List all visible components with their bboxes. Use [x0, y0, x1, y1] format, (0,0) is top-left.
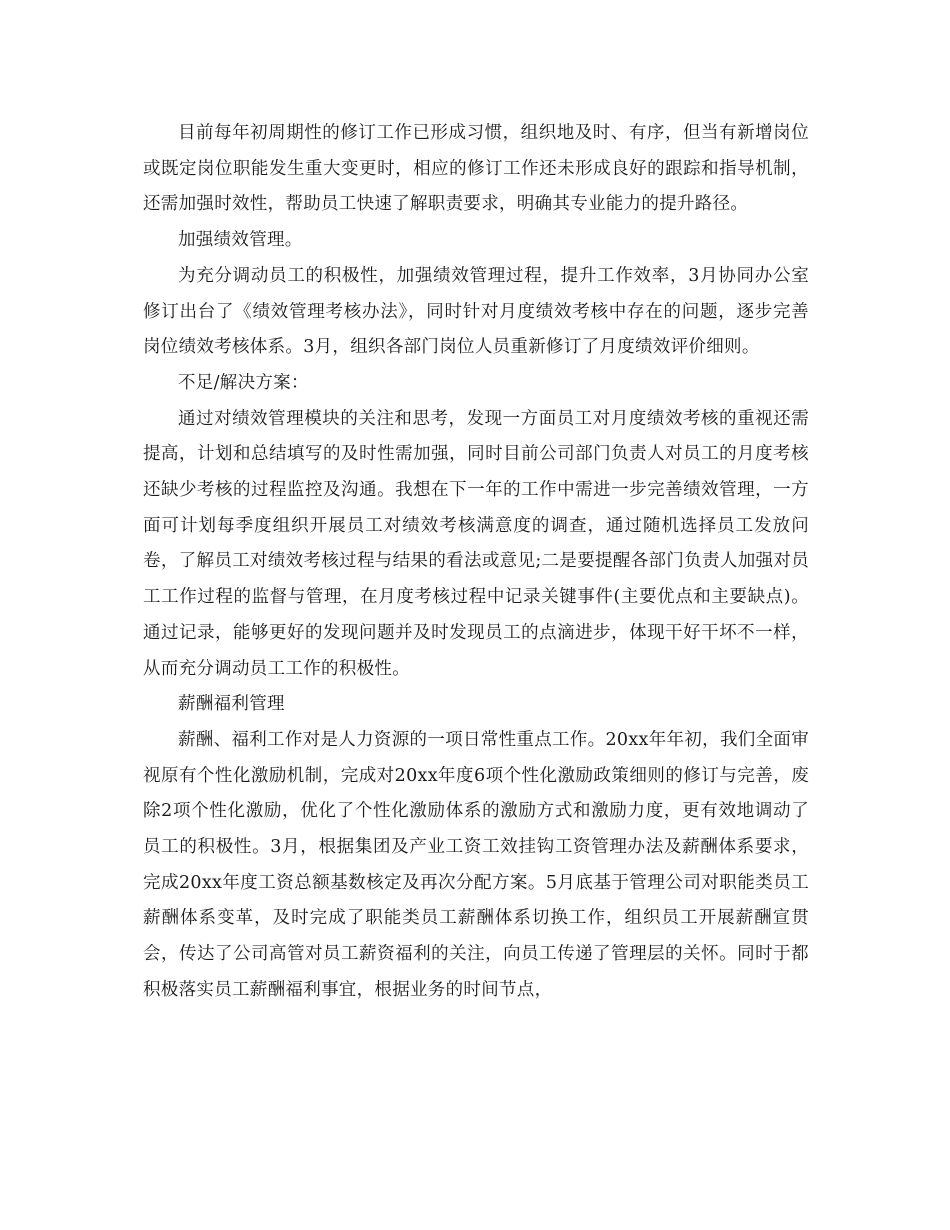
document-page — [143, 116, 809, 1009]
paragraph-job-description-revision: 目前每年初周期性的修订工作已形成习惯，组织地及时、有序，但当有新增岗位或既定岗位职能发生重大变更时，相应的修订工作还未形成良好的跟踪和指导机制，还需加强时效性，帮助员工快速了解职责要求，明确其专业能力的提升路径。 — [143, 123, 809, 215]
heading-performance-management: 加强绩效管理。 — [178, 230, 303, 251]
paragraph-compensation-work: 薪酬、福利工作对是人力资源的一项日常性重点工作。20xx年年初，我们全面审视原有个性化激励机制，完成对20xx年度6项个性化激励政策细则的修订与完善，废除2项个性化激励，优化了个性化激励体系的激励方式和激励力度，更有效地调动了员工的积极性。3月，根据集团及产业工资工效挂钩工资管理办法及薪酬体系要求，完成20xx年度工资总额基数核定及再次分配方案。5月底基于管理公司对职能类员工薪酬体系变革，及时完成了职能类员工薪酬体系切换工作，组织员工开展薪酬宣贯会，传达了公司高管对员工薪资福利的关注，向员工传递了管理层的关怀。同时于都积极落实员工薪酬福利事宜，根据业务的时间节点， — [143, 729, 809, 1000]
paragraph-performance-measures: 为充分调动员工的积极性，加强绩效管理过程，提升工作效率，3月协同办公室修订出台了《绩效管理考核办法》，同时针对月度绩效考核中存在的问题，逐步完善岗位绩效考核体系。3月，组织各部门岗位人员重新修订了月度绩效评价细则。 — [143, 265, 809, 358]
heading-compensation-benefits: 薪酬福利管理 — [178, 694, 285, 715]
paragraph-performance-improvement: 通过对绩效管理模块的关注和思考，发现一方面员工对月度绩效考核的重视还需提高，计划和总结填写的及时性需加强，同时目前公司部门负责人对员工的月度考核还缺少考核的过程监控及沟通。我想在下一年的工作中需进一步完善绩效管理，一方面可计划每季度组织开展员工对绩效考核满意度的调查，通过随机选择员工发放问卷，了解员工对绩效考核过程与结果的看法或意见;二是要提醒各部门负责人加强对员工工作过程的监督与管理，在月度考核过程中记录关键事件(主要优点和主要缺点)。通过记录，能够更好的发现问题并及时发现员工的点滴进步，体现干好干坏不一样，从而充分调动员工工作的积极性。 — [143, 408, 809, 679]
heading-shortcomings-solutions: 不足/解决方案： — [178, 372, 309, 393]
